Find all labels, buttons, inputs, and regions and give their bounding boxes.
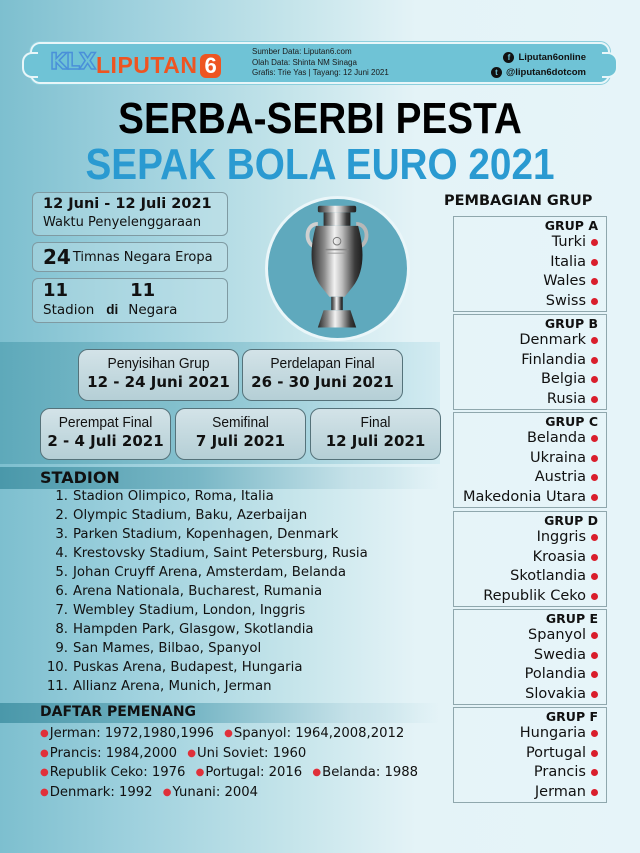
winners-heading: DAFTAR PEMENANG (40, 704, 197, 720)
bullet-icon (591, 259, 598, 266)
trophy-icon (268, 199, 407, 338)
schedule-semifinal (175, 408, 306, 460)
bullet-icon (591, 474, 598, 481)
group-name: GRUP E (545, 611, 598, 626)
team-name: Belgia (540, 371, 586, 387)
bullet-icon (591, 730, 598, 737)
stadium-name: Puskas Arena, Budapest, Hungaria (73, 660, 303, 675)
bullet-icon (591, 455, 598, 462)
stage-date: 2 - 4 Juli 2021 (47, 432, 164, 450)
bullet-icon (591, 691, 598, 698)
schedule-round-of-16 (242, 349, 403, 401)
team-item (454, 646, 598, 666)
bullet-icon (591, 573, 598, 580)
group-name: GRUP C (545, 414, 598, 429)
bullet-icon (591, 652, 598, 659)
bullet-icon: ● (40, 767, 49, 778)
team-item (454, 763, 598, 783)
team-name: Polandia (524, 666, 586, 682)
team-name: Belanda (526, 430, 586, 446)
bullet-icon (591, 534, 598, 541)
list-item (38, 525, 368, 544)
item-number: 5. (55, 565, 68, 580)
stadium-name: Hampden Park, Glasgow, Skotlandia (73, 622, 314, 637)
team-name: Swiss (545, 292, 586, 309)
team-item (454, 528, 598, 548)
group-b-box (453, 314, 607, 410)
team-item (454, 429, 598, 449)
group-d-box (453, 511, 607, 607)
stage-label: Perdelapan Final (270, 355, 375, 372)
group-c-box (453, 412, 607, 508)
bullet-icon (591, 789, 598, 796)
stage-label: Final (360, 414, 391, 431)
bullet-icon (591, 593, 598, 600)
stadium-name: Krestovsky Stadium, Saint Petersburg, Rusia (73, 546, 368, 561)
list-item (38, 620, 368, 639)
stadium-label: Stadion (43, 302, 95, 318)
twitter-icon: t (491, 67, 502, 78)
team-name: Turki (551, 234, 586, 250)
title-line-2: SEPAK BOLA EURO 2021 (85, 140, 555, 189)
stadium-name: Arena Nationala, Bucharest, Rumania (73, 584, 323, 599)
bullet-icon (591, 769, 598, 776)
bullet-icon: ● (224, 728, 233, 739)
winner-entry (196, 765, 303, 780)
title-line-1: SERBA-SERBI PESTA (118, 94, 522, 143)
winner-entry (40, 785, 153, 800)
team-name: Austria (534, 469, 586, 485)
winner-text: Yunani: 2004 (172, 784, 259, 800)
stage-label: Perempat Final (58, 414, 153, 431)
bullet-icon: ● (195, 767, 205, 778)
team-item (454, 233, 598, 253)
stadium-name: Wembley Stadium, London, Inggris (73, 603, 306, 618)
team-name: Finlandia (521, 351, 586, 368)
team-name: Republik Ceko (483, 587, 586, 604)
group-f-box (453, 707, 607, 803)
bullet-icon: ● (40, 728, 49, 739)
liputan-brand-text: LIPUTAN (96, 52, 198, 78)
teams-count: 24 (43, 245, 71, 269)
stadium-name: Parken Stadium, Kopenhagen, Denmark (73, 527, 339, 542)
winners-line (40, 783, 424, 803)
team-item (454, 272, 598, 292)
winner-entry (40, 726, 214, 741)
stage-label: Penyisihan Grup (107, 355, 210, 372)
group-name: GRUP F (545, 709, 598, 724)
stage-date: 12 - 24 Juni 2021 (87, 373, 230, 391)
team-item (454, 390, 598, 410)
bullet-icon (591, 671, 598, 678)
team-item (454, 292, 598, 312)
team-name: Prancis (533, 764, 586, 780)
winners-section-header (0, 703, 440, 723)
winner-text: Denmark: 1992 (49, 784, 153, 800)
info-teams-box (32, 242, 228, 272)
header-banner (30, 42, 610, 84)
list-item (38, 563, 368, 582)
winner-text: Prancis: 1984,2000 (49, 745, 178, 761)
teams-label: Timnas Negara Eropa (72, 249, 213, 265)
bullet-icon: ● (162, 786, 172, 798)
list-item (38, 544, 368, 563)
stadium-section-header (0, 467, 440, 489)
six-badge: 6 (200, 54, 221, 78)
item-number: 2. (55, 508, 68, 523)
item-number: 7. (55, 603, 68, 618)
bullet-icon (591, 396, 598, 403)
group-e-box (453, 609, 607, 705)
team-item (454, 449, 598, 469)
team-name: Skotlandia (510, 568, 586, 584)
twitter-handle: @liputan6dotcom (506, 67, 586, 78)
credits-block (252, 47, 389, 79)
winners-line (40, 763, 424, 783)
bullet-icon (591, 750, 598, 757)
list-item (38, 639, 368, 658)
info-venues-box (32, 278, 228, 323)
team-name: Makedonia Utara (462, 488, 586, 505)
connector-label: di (106, 302, 119, 317)
social-twitter (491, 65, 586, 80)
stadium-list (38, 487, 368, 696)
item-number: 8. (55, 622, 68, 637)
winner-entry (163, 785, 258, 800)
team-item (454, 665, 598, 685)
klx-logo (50, 50, 95, 75)
tournament-dates-label: Waktu Penyelenggaraan (43, 215, 202, 230)
bullet-icon (591, 376, 598, 383)
item-number: 11. (46, 679, 68, 694)
group-name: GRUP B (544, 316, 598, 331)
trophy-image (265, 196, 410, 341)
bullet-icon: ● (312, 767, 322, 778)
credit-graphics: Grafis: Trie Yas | Tayang: 12 Juni 2021 (252, 68, 389, 77)
bullet-icon (591, 435, 598, 442)
list-item (38, 506, 368, 525)
stadium-name: Allianz Arena, Munich, Jerman (73, 679, 272, 694)
group-a-box (453, 216, 607, 312)
team-name: Jerman (534, 783, 586, 800)
country-label: Negara (128, 302, 178, 318)
team-item (454, 488, 598, 508)
winner-entry (187, 746, 306, 761)
stage-date: 12 Juli 2021 (325, 432, 426, 450)
group-name: GRUP D (544, 513, 598, 528)
group-name: GRUP A (544, 218, 598, 233)
winner-text: Jerman: 1972,1980,1996 (49, 726, 214, 741)
stage-date: 26 - 30 Juni 2021 (251, 373, 394, 391)
team-name: Italia (550, 253, 586, 270)
bullet-icon (591, 554, 598, 561)
winner-text: Spanyol: 1964,2008,2012 (233, 726, 405, 741)
team-name: Swedia (533, 646, 586, 663)
stadium-name: Johan Cruyff Arena, Amsterdam, Belanda (73, 565, 346, 580)
team-name: Hungaria (519, 725, 586, 741)
info-dates-box (32, 192, 228, 236)
social-links (491, 50, 586, 80)
bullet-icon (591, 337, 598, 344)
team-item (454, 685, 598, 705)
item-number: 10. (46, 660, 68, 675)
team-name: Ukraina (530, 449, 586, 466)
bullet-icon (591, 494, 598, 501)
team-item (454, 724, 598, 744)
winner-entry (40, 765, 185, 780)
winner-text: Belanda: 1988 (322, 765, 419, 780)
team-item (454, 468, 598, 488)
facebook-handle: Liputan6online (518, 52, 586, 63)
schedule-quarterfinal (40, 408, 171, 460)
bullet-icon (591, 298, 598, 305)
item-number: 3. (55, 527, 68, 542)
klx-logo-text: KLX (50, 50, 96, 75)
team-item (454, 567, 598, 587)
credit-source: Sumber Data: Liputan6.com (252, 47, 352, 56)
bullet-icon: ● (187, 747, 196, 759)
bullet-icon (591, 278, 598, 285)
team-name: Portugal (525, 744, 586, 761)
social-facebook (491, 50, 586, 65)
team-item (454, 744, 598, 764)
stadium-name: San Mames, Bilbao, Spanyol (73, 641, 262, 656)
winners-line (40, 744, 424, 764)
item-number: 6. (55, 584, 68, 599)
bullet-icon (591, 357, 598, 364)
item-number: 4. (55, 546, 68, 561)
list-item (38, 601, 368, 620)
team-item (454, 548, 598, 568)
list-item (38, 487, 368, 506)
bullet-icon: ● (40, 786, 49, 798)
winners-line (40, 724, 424, 744)
item-number: 1. (55, 489, 68, 504)
stadium-count: 11 (43, 280, 69, 301)
schedule-group-stage (78, 349, 239, 401)
winner-entry (224, 726, 404, 741)
team-item (454, 587, 598, 607)
groups-heading: PEMBAGIAN GRUP (444, 193, 593, 209)
winners-list (40, 724, 424, 802)
bullet-icon (591, 632, 598, 639)
bullet-icon (591, 239, 598, 246)
team-name: Rusia (546, 390, 586, 407)
bullet-icon: ● (40, 747, 49, 759)
team-item (454, 253, 598, 273)
schedule-final (310, 408, 441, 460)
stadium-name: Stadion Olimpico, Roma, Italia (73, 489, 274, 504)
team-item (454, 783, 598, 803)
team-name: Spanyol (528, 627, 586, 643)
list-item (38, 582, 368, 601)
team-name: Kroasia (532, 548, 586, 565)
winner-text: Portugal: 2016 (205, 765, 303, 780)
winner-entry (312, 765, 418, 780)
item-number: 9. (55, 641, 68, 656)
list-item (38, 677, 368, 696)
tournament-dates: 12 Juni - 12 Juli 2021 (43, 196, 212, 212)
winner-text: Republik Ceko: 1976 (49, 765, 186, 780)
team-name: Inggris (536, 529, 586, 545)
list-item (38, 658, 368, 677)
liputan6-logo (96, 52, 221, 79)
country-count: 11 (130, 280, 156, 301)
facebook-icon: f (503, 52, 514, 63)
team-item (454, 351, 598, 371)
winner-text: Uni Soviet: 1960 (197, 745, 307, 761)
team-item (454, 331, 598, 351)
stadium-heading: STADION (40, 468, 120, 487)
team-item (454, 626, 598, 646)
team-name: Wales (543, 273, 586, 289)
team-item (454, 370, 598, 390)
team-name: Denmark (519, 332, 586, 348)
winner-entry (40, 746, 177, 761)
team-name: Slovakia (525, 685, 586, 702)
stadium-name: Olympic Stadium, Baku, Azerbaijan (73, 508, 308, 523)
credit-data: Olah Data: Shinta NM Sinaga (252, 57, 357, 67)
stage-label: Semifinal (212, 414, 269, 431)
stage-date: 7 Juli 2021 (195, 432, 286, 450)
